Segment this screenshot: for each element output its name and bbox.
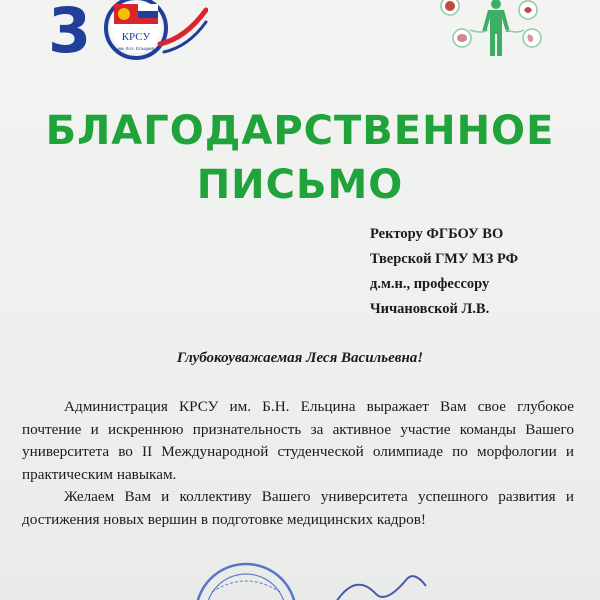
svg-text:3: 3 [48, 0, 92, 64]
addressee-line: Тверской ГМУ МЗ РФ [370, 251, 519, 267]
salutation-text: Глубокоуважаемая Леся Васильевна! [176, 350, 424, 366]
title-line-1: БЛАГОДАРСТВЕННОЕ [45, 108, 555, 154]
letter-body [22, 396, 574, 531]
body-paragraph: Желаем Вам и коллективу Вашего университета успешного развития и достижения новых вершин в подготовке медицинских кадров! [22, 488, 574, 528]
logo-org-abbr: КРСУ [121, 31, 151, 43]
addressee-block [370, 222, 590, 322]
title-line-2: ПИСЬМО [196, 162, 404, 208]
krsu-30-logo [48, 0, 208, 64]
human-anatomy-organs-icon [440, 0, 550, 62]
addressee-line: д.м.н., профессору [370, 276, 490, 292]
addressee-line: Чичановской Л.В. [370, 301, 490, 317]
body-paragraph: Администрация КРСУ им. Б.Н. Ельцина выражает Вам свое глубокое почтение и искреннюю признательность за активное участие команды Вашего университета во II Международной студенческой олимпиаде по морфологии и практическим навыкам. [22, 398, 574, 483]
addressee-line: Ректору ФГБОУ ВО [370, 226, 504, 242]
logo-org-sub: им. Б.Н. Ельцина [117, 46, 155, 51]
official-stamp-icon [186, 552, 446, 600]
salutation [0, 350, 600, 367]
